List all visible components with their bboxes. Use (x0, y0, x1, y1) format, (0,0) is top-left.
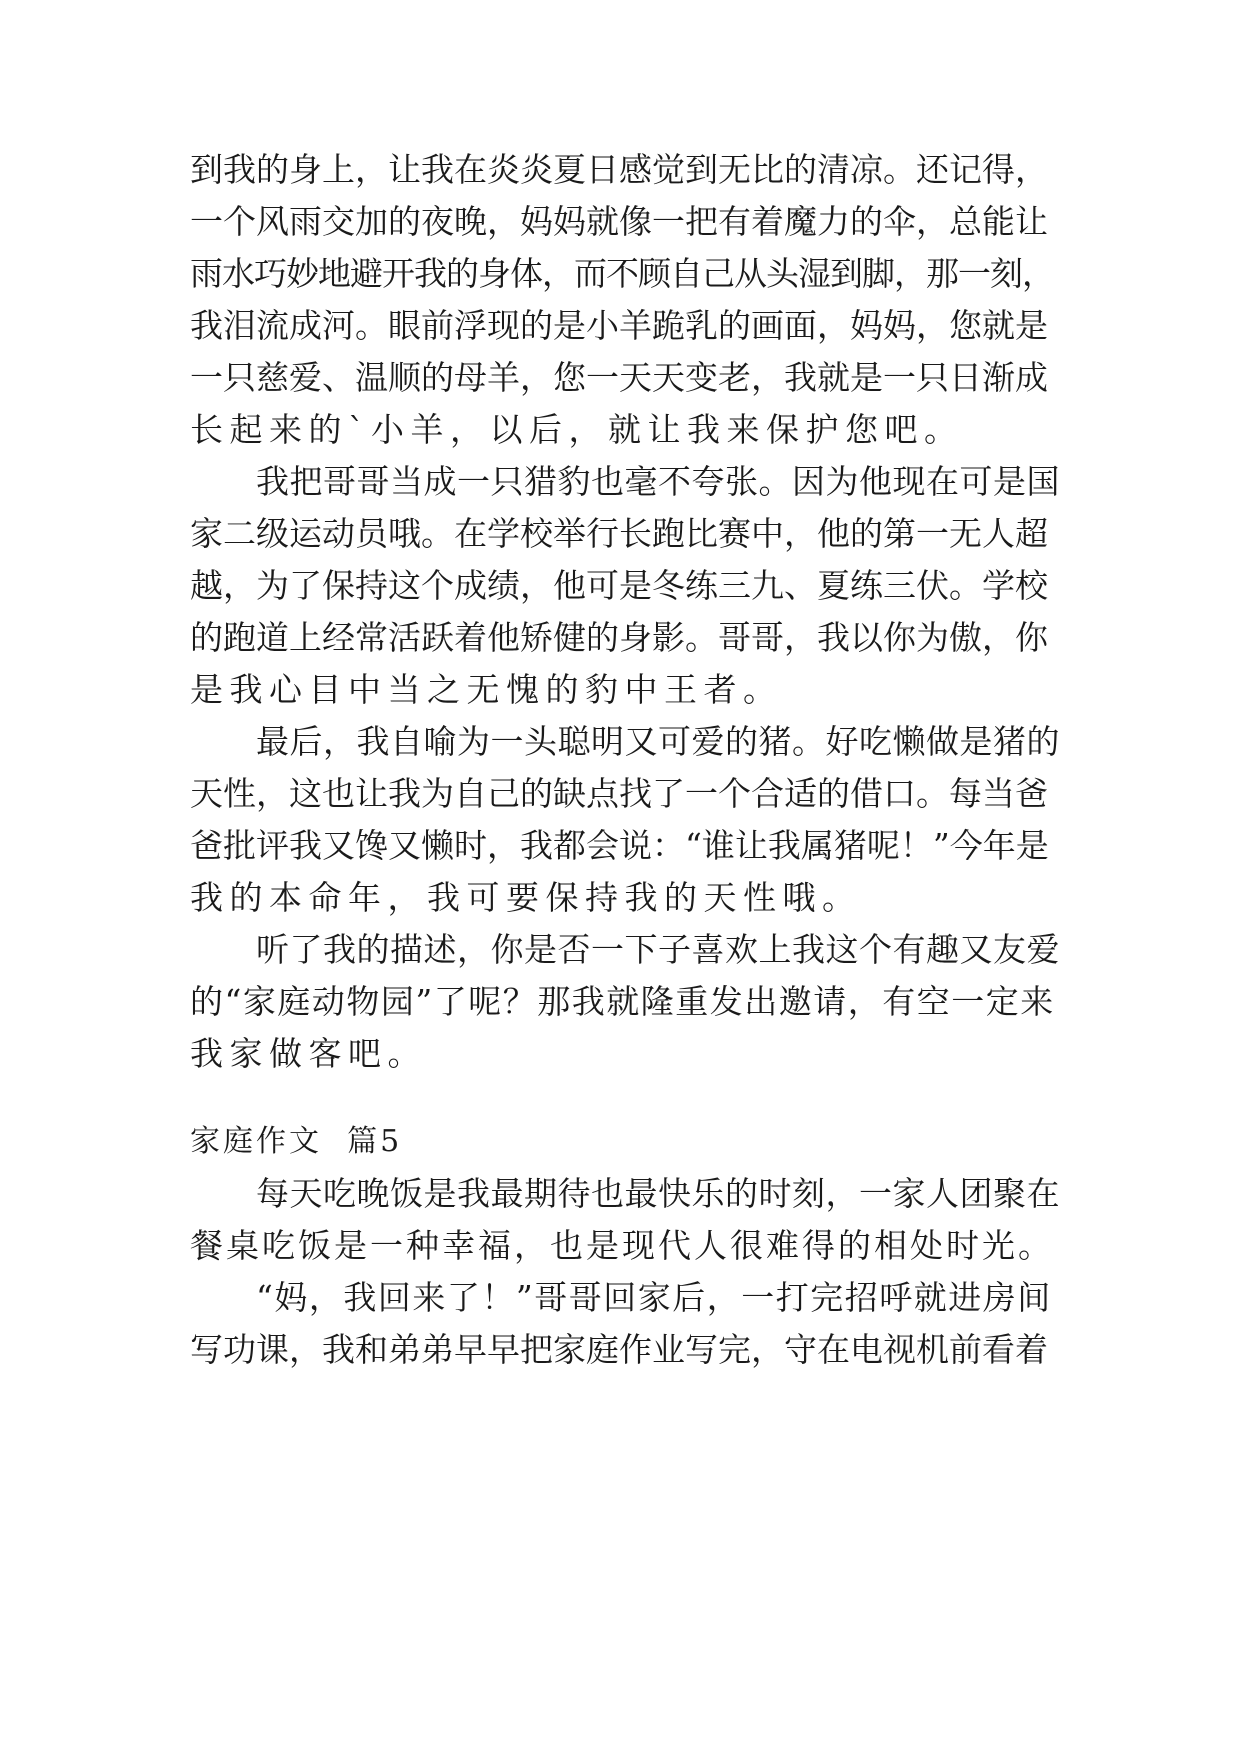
text-line: 家二级运动员哦。在学校举行长跑比赛中，他的第一无人超 (190, 514, 1048, 553)
text-line: 雨水巧妙地避开我的身体，而不顾自己从头湿到脚，那一刻， (190, 254, 1054, 293)
text-line: 到我的身上，让我在炎炎夏日感觉到无比的清凉。还记得， (190, 150, 1048, 189)
text-line: 天性，这也让我为自己的缺点找了一个合适的借口。每当爸 (190, 774, 1048, 813)
text-line: 写功课，我和弟弟早早把家庭作业写完，守在电视机前看着 (190, 1330, 1048, 1369)
text-line: 我泪流成河。眼前浮现的是小羊跪乳的画面，妈妈，您就是 (190, 306, 1048, 345)
text-line: 越，为了保持这个成绩，他可是冬练三九、夏练三伏。学校 (190, 566, 1048, 605)
text-line: 最后，我自喻为一头聪明又可爱的猪。好吃懒做是猪的 (256, 722, 1060, 761)
text-line: 我把哥哥当成一只猎豹也毫不夸张。因为他现在可是国 (256, 462, 1060, 501)
text-line: 我家做客吧。 (190, 1034, 427, 1073)
text-line: 一只慈爱、温顺的母羊，您一天天变老，我就是一只日渐成 (190, 358, 1048, 397)
text-line: 的“家庭动物园”了呢？那我就隆重发出邀请，有空一定来 (190, 982, 1055, 1021)
section-title: 家庭作文 篇5 (190, 1124, 403, 1159)
text-line: 我的本命年，我可要保持我的天性哦。 (190, 878, 862, 917)
text-line: 是我心目中当之无愧的豹中王者。 (190, 670, 783, 709)
text-line: 每天吃晚饭是我最期待也最快乐的时刻，一家人团聚在 (256, 1174, 1060, 1213)
text-line: “妈，我回来了！”哥哥回家后，一打完招呼就进房间 (256, 1278, 1052, 1317)
text-line: 的跑道上经常活跃着他矫健的身影。哥哥，我以你为傲，你 (190, 618, 1048, 657)
text-line: 长起来的`小羊，以后，就让我来保护您吧。 (190, 410, 964, 449)
text-line: 爸批评我又馋又懒时，我都会说：“谁让我属猪呢！”今年是 (190, 826, 1049, 865)
text-line: 听了我的描述，你是否一下子喜欢上我这个有趣又友爱 (256, 930, 1060, 969)
text-line: 餐桌吃饭是一种幸福，也是现代人很难得的相处时光。 (190, 1226, 1054, 1265)
text-line: 一个风雨交加的夜晚，妈妈就像一把有着魔力的伞，总能让 (190, 202, 1048, 241)
